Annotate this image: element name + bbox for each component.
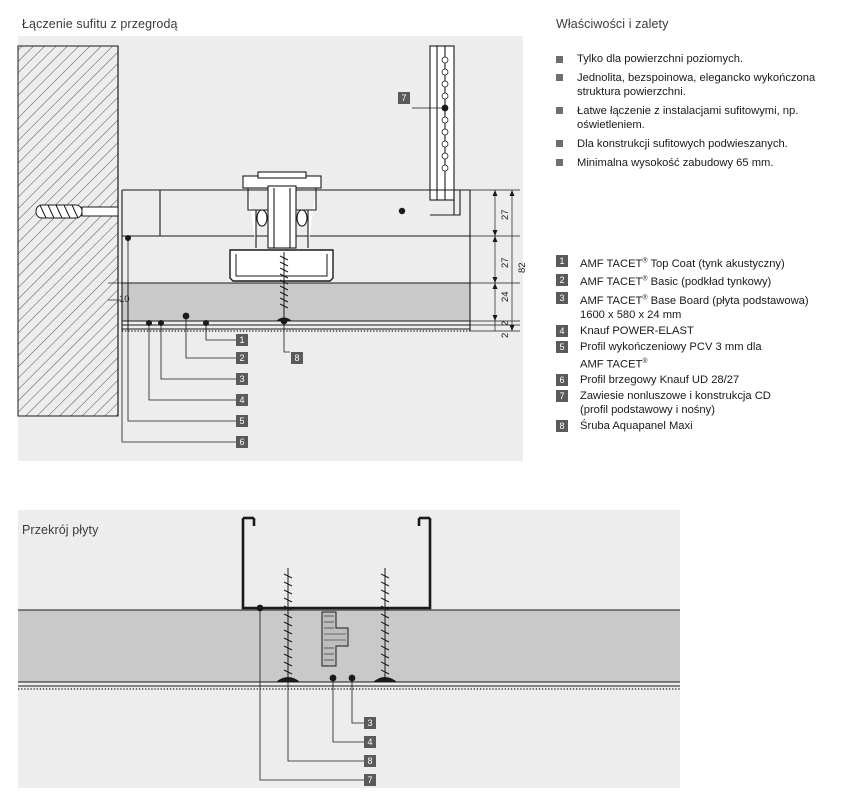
legend-text: AMF TACET® Top Coat (tynk akustyczny) (580, 257, 785, 270)
legend-number: 2 (556, 274, 568, 286)
feature-text: Jednolita, bezspoinowa, elegancko wykończona struktura powierzchni. (577, 71, 816, 99)
feature-item (556, 156, 826, 171)
bullet-square-icon (556, 140, 563, 147)
legend-item-1 (556, 254, 834, 271)
callout-3: 3 (236, 373, 248, 385)
section-callout-8: 8 (364, 755, 376, 767)
legend-text: Śruba Aquapanel Maxi (580, 420, 693, 433)
callout-5: 5 (236, 415, 248, 427)
legend-subtext: (profil podstawowy i nośny) (580, 404, 715, 417)
feature-item (556, 137, 826, 152)
section-title: Przekrój płyty (22, 523, 99, 537)
legend-number: 1 (556, 255, 568, 267)
legend-text: Profil brzegowy Knauf UD 28/27 (580, 374, 740, 387)
callout-2: 2 (236, 352, 248, 364)
legend-number: 5 (556, 341, 568, 353)
dimension-10: 10 (119, 294, 130, 305)
feature-text: Minimalna wysokość zabudowy 65 mm. (577, 156, 774, 169)
legend-item-7 (556, 389, 834, 418)
bullet-square-icon (556, 107, 563, 114)
features-list (556, 52, 826, 174)
callout-8: 8 (291, 352, 303, 364)
bullet-square-icon (556, 56, 563, 63)
features-title: Właściwości i zalety (556, 17, 669, 31)
legend-item-4 (556, 324, 834, 339)
legend-item-8 (556, 419, 834, 434)
legend-text: Zawiesie nonluszowe i konstrukcja CD (580, 389, 771, 402)
legend-number: 3 (556, 292, 568, 304)
feature-item (556, 104, 826, 133)
legend-number: 7 (556, 390, 568, 402)
legend-text: Knauf POWER-ELAST (580, 325, 694, 338)
legend-text: AMF TACET® Base Board (płyta podstawowa) (580, 294, 809, 307)
dimension-24: 24 (500, 291, 511, 302)
legend-subtext: 1600 x 580 x 24 mm (580, 309, 682, 322)
legend-item-6 (556, 373, 834, 388)
legend-item-3 (556, 291, 834, 323)
section-callout-4: 4 (364, 736, 376, 748)
legend-item-5 (556, 340, 834, 372)
dimension-2-a: 2 (500, 320, 511, 326)
legend-number: 6 (556, 374, 568, 386)
callout-4: 4 (236, 394, 248, 406)
feature-text: Łatwe łączenie z instalacjami sufitowymi, np. oświetleniem. (577, 104, 799, 132)
callout-1: 1 (236, 334, 248, 346)
legend-item-2 (556, 273, 834, 290)
legend-list (556, 254, 834, 435)
bullet-square-icon (556, 74, 563, 81)
section-callout-3: 3 (364, 717, 376, 729)
feature-item (556, 52, 826, 67)
bullet-square-icon (556, 159, 563, 166)
ceiling-junction-detail-drawing (0, 0, 540, 470)
callout-7: 7 (398, 92, 410, 104)
dimension-2-b: 2 (500, 332, 511, 338)
dimension-27-upper: 27 (500, 209, 511, 220)
feature-text: Tylko dla powierzchni poziomych. (577, 53, 744, 65)
legend-subtext: AMF TACET® (580, 357, 648, 371)
board-cross-section-drawing (0, 500, 700, 795)
legend-number: 8 (556, 420, 568, 432)
callout-6: 6 (236, 436, 248, 448)
dimension-27-lower: 27 (500, 257, 511, 268)
legend-number: 4 (556, 325, 568, 337)
detail-title: Łączenie sufitu z przegrodą (22, 17, 178, 31)
dimension-82-overall: 82 (517, 262, 528, 273)
feature-item (556, 71, 826, 100)
section-callout-7: 7 (364, 774, 376, 786)
legend-text: Profil wykończeniowy PCV 3 mm dla (580, 340, 762, 353)
legend-text: AMF TACET® Basic (podkład tynkowy) (580, 275, 772, 289)
feature-text: Dla konstrukcji sufitowych podwieszanych. (577, 137, 788, 150)
